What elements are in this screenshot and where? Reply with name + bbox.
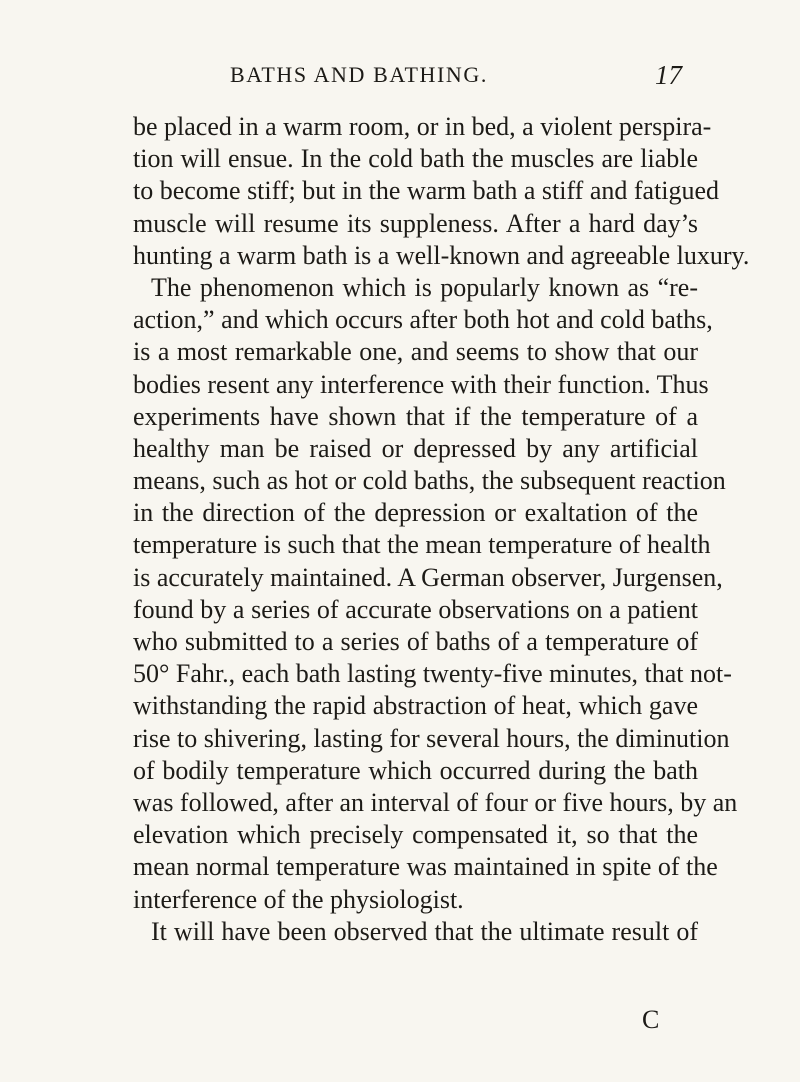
text-line: hunting a warm bath is a well-known and agreeable luxury. xyxy=(133,240,750,270)
text-line: withstanding the rapid abstraction of heat, which gave xyxy=(133,691,698,721)
text-line: elevation which precisely compensated it, so that the xyxy=(133,820,698,850)
body-text xyxy=(133,111,750,948)
text-line: in the direction of the depression or exaltation of the xyxy=(133,498,698,528)
text-line: was followed, after an interval of four or five hours, by an xyxy=(133,787,738,817)
paragraph-start-line: It will have been observed that the ultimate result of xyxy=(151,916,698,946)
text-line: experiments have shown that if the temperature of a xyxy=(133,401,698,431)
text-line: of bodily temperature which occurred during the bath xyxy=(133,755,698,785)
paragraph-start-line: The phenomenon which is popularly known as “re- xyxy=(151,272,698,302)
text-line: is accurately maintained. A German observer, Jurgensen, xyxy=(133,562,723,592)
running-head xyxy=(0,58,800,98)
signature-mark: C xyxy=(642,1005,660,1034)
text-line: found by a series of accurate observations on a patient xyxy=(133,594,698,624)
text-line: to become stiff; but in the warm bath a stiff and fatigued xyxy=(133,176,720,206)
text-line: bodies resent any interference with their function. Thus xyxy=(133,369,709,399)
text-line: action,” and which occurs after both hot and cold baths, xyxy=(133,305,713,335)
text-line: tion will ensue. In the cold bath the muscles are liable xyxy=(133,144,698,174)
page-number: 17 xyxy=(655,60,682,90)
running-title: BATHS AND BATHING. xyxy=(230,62,488,87)
text-line: 50° Fahr., each bath lasting twenty-five minutes, that not- xyxy=(133,659,732,689)
text-line: rise to shivering, lasting for several hours, the diminution xyxy=(133,723,730,753)
text-line: interference of the physiologist. xyxy=(133,884,464,914)
text-line: temperature is such that the mean temperature of health xyxy=(133,530,711,560)
text-line: mean normal temperature was maintained in spite of the xyxy=(133,852,718,882)
text-line: is a most remarkable one, and seems to show that our xyxy=(133,337,698,367)
text-line: means, such as hot or cold baths, the subsequent reaction xyxy=(133,466,726,496)
text-line: muscle will resume its suppleness. After a hard day’s xyxy=(133,208,698,238)
text-line: who submitted to a series of baths of a temperature of xyxy=(133,627,698,656)
text-line: healthy man be raised or depressed by any artificial xyxy=(133,433,698,463)
text-line: be placed in a warm room, or in bed, a violent perspira- xyxy=(133,112,712,141)
